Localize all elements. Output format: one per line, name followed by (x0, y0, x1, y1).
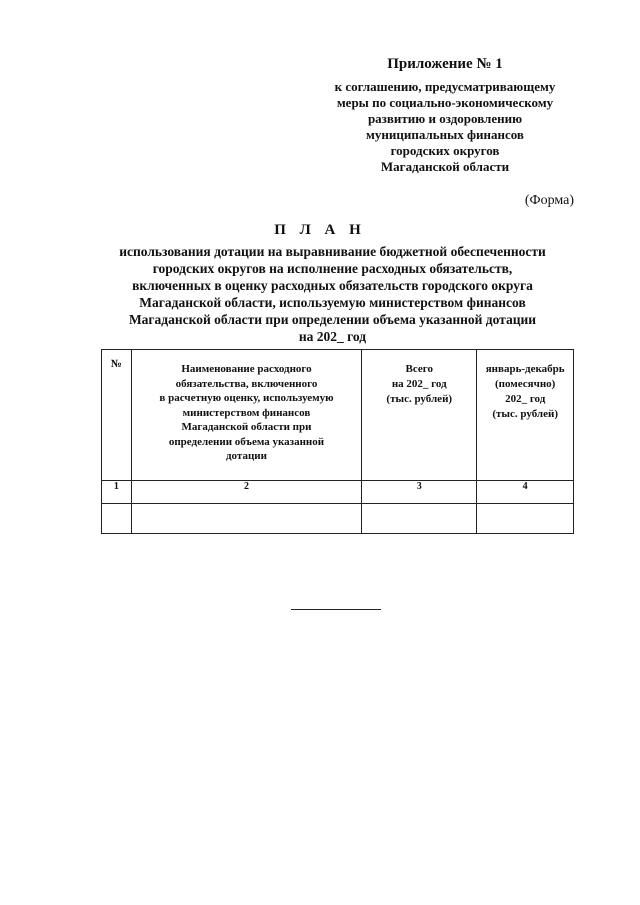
appendix-line: Магаданской области (380, 159, 510, 174)
header-line: Магаданской области при (181, 421, 312, 433)
plan-title: П Л А Н (274, 222, 366, 238)
appendix-block (300, 56, 590, 175)
column-number: 3 (362, 481, 477, 504)
appendix-line: развитию и оздоровлению (367, 111, 523, 126)
form-label: (Форма) (524, 193, 574, 208)
column-number: 1 (102, 481, 132, 504)
appendix-line: меры по социально-экономическому (336, 95, 554, 110)
table-row (102, 504, 574, 534)
plan-subtitle-line: использования дотации на выравнивание бюджетной обеспеченности (119, 244, 546, 259)
table-numbering-row (102, 481, 574, 504)
header-line: Наименование расходного (181, 363, 312, 375)
plan-subtitle-line: городских округов на исполнение расходных обязательств, (152, 261, 513, 276)
plan-subtitle-line: Магаданской области при определении объема указанной дотации (128, 312, 537, 327)
appendix-line: к соглашению, предусматривающему (334, 79, 556, 94)
header-line: (тыс. рублей) (492, 408, 558, 420)
header-line: (тыс. рублей) (386, 393, 453, 405)
plan-subtitle-line: на 202_ год (298, 329, 367, 344)
plan-subtitle-line: Магаданской области, используемую министерством финансов (139, 295, 526, 310)
header-line: (помесячно) (495, 378, 556, 390)
header-line: обязательства, включенного (175, 377, 318, 390)
column-number: 2 (131, 481, 361, 504)
appendix-line: муниципальных финансов (366, 127, 524, 142)
header-line: январь-декабрь (485, 363, 565, 375)
header-line: 202_ год (505, 393, 546, 405)
empty-cell[interactable] (477, 504, 574, 534)
empty-cell[interactable] (131, 504, 361, 534)
plan-subtitle (90, 243, 575, 345)
header-monthly (477, 350, 574, 481)
closing-rule (291, 609, 381, 610)
empty-cell[interactable] (102, 504, 132, 534)
header-obligation-name (131, 350, 361, 481)
header-line: министерством финансов (182, 406, 311, 419)
header-total (362, 350, 477, 481)
header-line: определении объема указанной (168, 435, 325, 448)
header-number: № (102, 350, 132, 481)
appendix-line: городских округов (390, 143, 500, 158)
header-line: на 202_ год (391, 378, 447, 390)
header-line: Всего (405, 363, 433, 375)
appendix-title: Приложение № 1 (387, 56, 503, 72)
empty-cell[interactable] (362, 504, 477, 534)
header-line: дотации (225, 450, 267, 462)
plan-table (101, 349, 574, 534)
header-line: в расчетную оценку, используемую (159, 392, 334, 404)
table-header-row (102, 350, 574, 481)
plan-subtitle-line: включенных в оценку расходных обязательств городского округа (132, 278, 533, 293)
column-number: 4 (477, 481, 574, 504)
